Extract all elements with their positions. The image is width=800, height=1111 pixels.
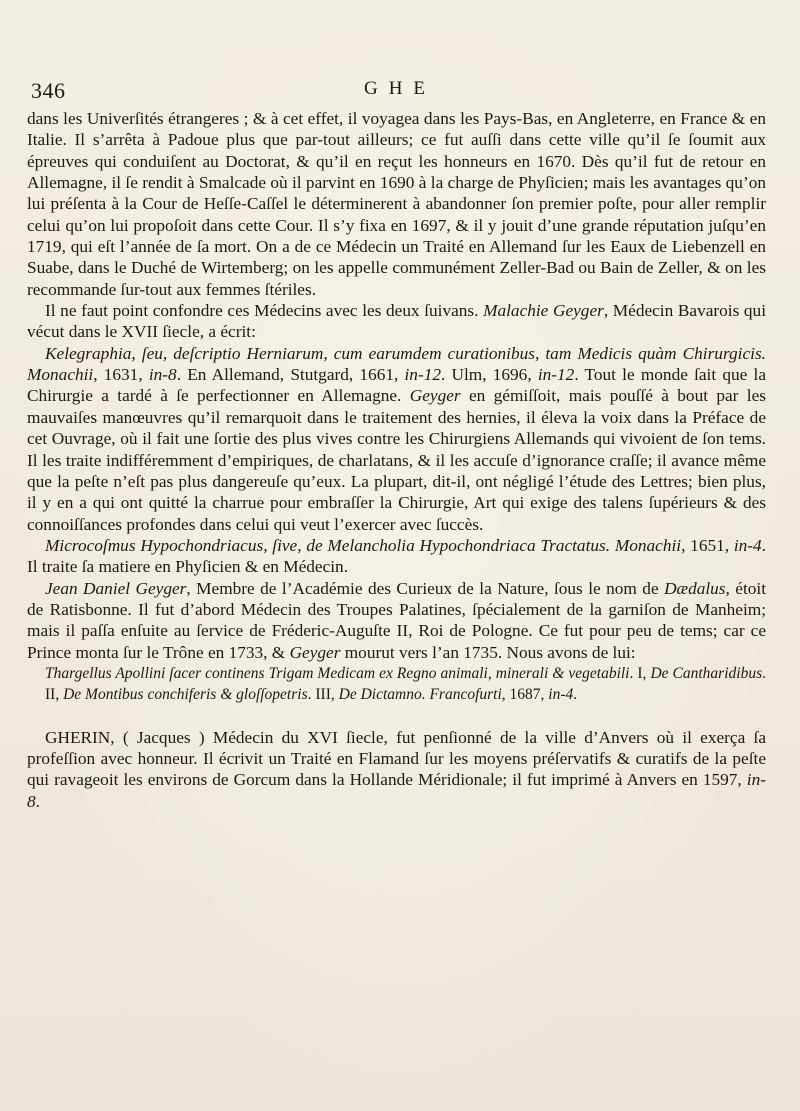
- text-run: , Membre de l’Académie des Curieux de la Nature, ſous le nom de: [186, 578, 665, 598]
- text-run: . II,: [45, 664, 766, 704]
- text-run: dans les Univerſités étrangeres ; & à cet effet, il voyagea dans les Pays-Bas, en Angleterre, en France & en Italie. Il s’arrêta à Padoue plus que par-tout ailleurs; ce fut auſſi dans cette ville qu’il ſe ſoumit aux épreuves qui conduiſent au Doctorat, & qu’il en reçut les honneurs en 1670. Dès qu’il fut de retour en Allemagne, il ſe rendit à Smalcade où il parvint en 1690 à la charge de Phyſicien; mais les avantages qu’on lui préſenta à la Cour de Heſſe-Caſſel le déterminerent à abandonner ſon premier poſte, pour aller remplir celui qu’on lui propoſoit dans cette Cour. Il s’y fixa en 1697, & il y jouit d’une grande réputation juſqu’en 1719, qui eſt l’année de ſa mort. On a de ce Médecin un Traité en Allemand ſur les Eaux de Liebenzell en Suabe, dans le Duché de Wirtemberg; on les appelle communément Zeller-Bad ou Bain de Zeller, & on les recommande ſur-tout aux femmes ſtériles.: [27, 109, 766, 299]
- italic-text: Geyger: [409, 386, 461, 406]
- paragraph-jean-daniel-geyger: [27, 578, 766, 663]
- work-entry-microcosmus: [27, 535, 766, 578]
- text-run: , étoit de Ratisbonne. Il fut d’abord Médecin des Troupes Palatines, ſpécialement de la garniſon de Manheim; mais il paſſa enſuite au ſervice de Fréderic-Auguſte II, Roi de Pologne. Ce fut pour peu de tems; car ce Prince monta ſur le Trône en 1733, &: [27, 578, 767, 662]
- italic-text: in-8: [148, 365, 177, 385]
- text-run: . III,: [307, 686, 339, 704]
- italic-text: Thargellus Apollini ſacer continens Trigam Medicam ex Regno animali, minerali & vegetabili: [45, 664, 630, 682]
- italic-text: in-4: [733, 535, 762, 555]
- body-text: [27, 108, 766, 812]
- paragraph-malachie-geyger: [27, 300, 766, 343]
- italic-text: De Montibus conchiferis & gloſſopetris: [63, 686, 308, 704]
- page-header: [0, 74, 800, 104]
- text-run: . Ulm, 1696,: [440, 365, 538, 385]
- work-entry-thargellus: [27, 663, 766, 706]
- italic-text: Kelegraphia, ſeu, deſcriptio Herniarum, cum earumdem curationibus, tam Medicis quàm Chirurgicis. Monachii: [27, 343, 766, 385]
- text-run: . Tout le monde ſait que la Chirurgie a tardé à ſe perfectionner en Allemagne.: [27, 365, 766, 406]
- italic-text: Microcoſmus Hypochondriacus, ſive, de Melancholia Hypochondriaca Tractatus. Monachii: [45, 535, 682, 555]
- italic-text: Geyger: [289, 642, 341, 662]
- text-run: .: [573, 686, 578, 704]
- italic-text: Dædalus: [664, 578, 726, 598]
- entry-gap: [27, 706, 766, 727]
- text-run: GHERIN, ( Jacques ) Médecin du XVI ſiecle, fut penſionné de la ville d’Anvers où il exerça ſa profeſſion avec honneur. Il écrivit un Traité en Flamand ſur les moyens préſervatifs & curatifs de la peſte qui ravageoit les environs de Gorcum dans la Hollande Méridionale; il fut imprimé à Anvers en 1597,: [27, 727, 766, 790]
- text-run: , Médecin Bavarois qui vécut dans le XVII ſiecle, a écrit:: [27, 301, 767, 342]
- text-run: .: [35, 791, 40, 811]
- italic-text: in-12: [404, 365, 441, 385]
- italic-text: Malachie Geyger: [483, 301, 604, 321]
- text-run: en gémiſſoit, mais pouſſé à bout par les mauvaiſes manœuvres qu’il remarquoit dans le traitement des hernies, il éleva la voix dans la Préface de cet Ouvrage, où il fait une ſortie des plus vives contre les Chirurgiens Allemands qui vivoient de ſon tems. Il les traite indifféremment d’empiriques, de charlatans, & il les accuſe d’ignorance craſſe; il avance même que la peſte n’eſt pas plus dangereuſe qu’eux. La plupart, dit-il, ont négligé l’étude des Lettres; bien plus, il y en a qui ont quitté la charrue pour embraſſer la Chirurgie, Art qui exige des talens ſupérieurs & des connoiſſances profondes dans celui qui veut l’exercer avec ſuccès.: [27, 386, 766, 534]
- italic-text: De Dictamno. Francofurti: [338, 686, 502, 704]
- text-run: Il ne faut point confondre ces Médecins avec les deux ſuivans.: [45, 301, 484, 321]
- work-entry-kelegraphia: [27, 343, 766, 535]
- text-run: mourut vers l’an 1735. Nous avons de lui:: [340, 642, 636, 662]
- text-run: , 1687,: [501, 686, 549, 704]
- italic-text: in-12: [537, 365, 575, 385]
- text-run: . En Allemand, Stutgard, 1661,: [176, 365, 405, 385]
- text-run: , 1651,: [681, 535, 734, 555]
- entry-gherin: [27, 727, 766, 812]
- text-run: . Il traite ſa matiere en Phyſicien & en Médecin.: [27, 535, 766, 577]
- italic-text: in-4: [548, 686, 574, 704]
- paragraph-continued: [27, 108, 766, 300]
- italic-text: Jean Daniel Geyger: [45, 578, 187, 598]
- text-run: . I,: [629, 664, 651, 682]
- italic-text: in-8: [27, 770, 766, 811]
- page-number: 346: [31, 78, 66, 103]
- running-head: GHE: [363, 78, 437, 99]
- italic-text: De Cantharidibus: [650, 664, 763, 682]
- text-run: , 1631,: [93, 365, 149, 385]
